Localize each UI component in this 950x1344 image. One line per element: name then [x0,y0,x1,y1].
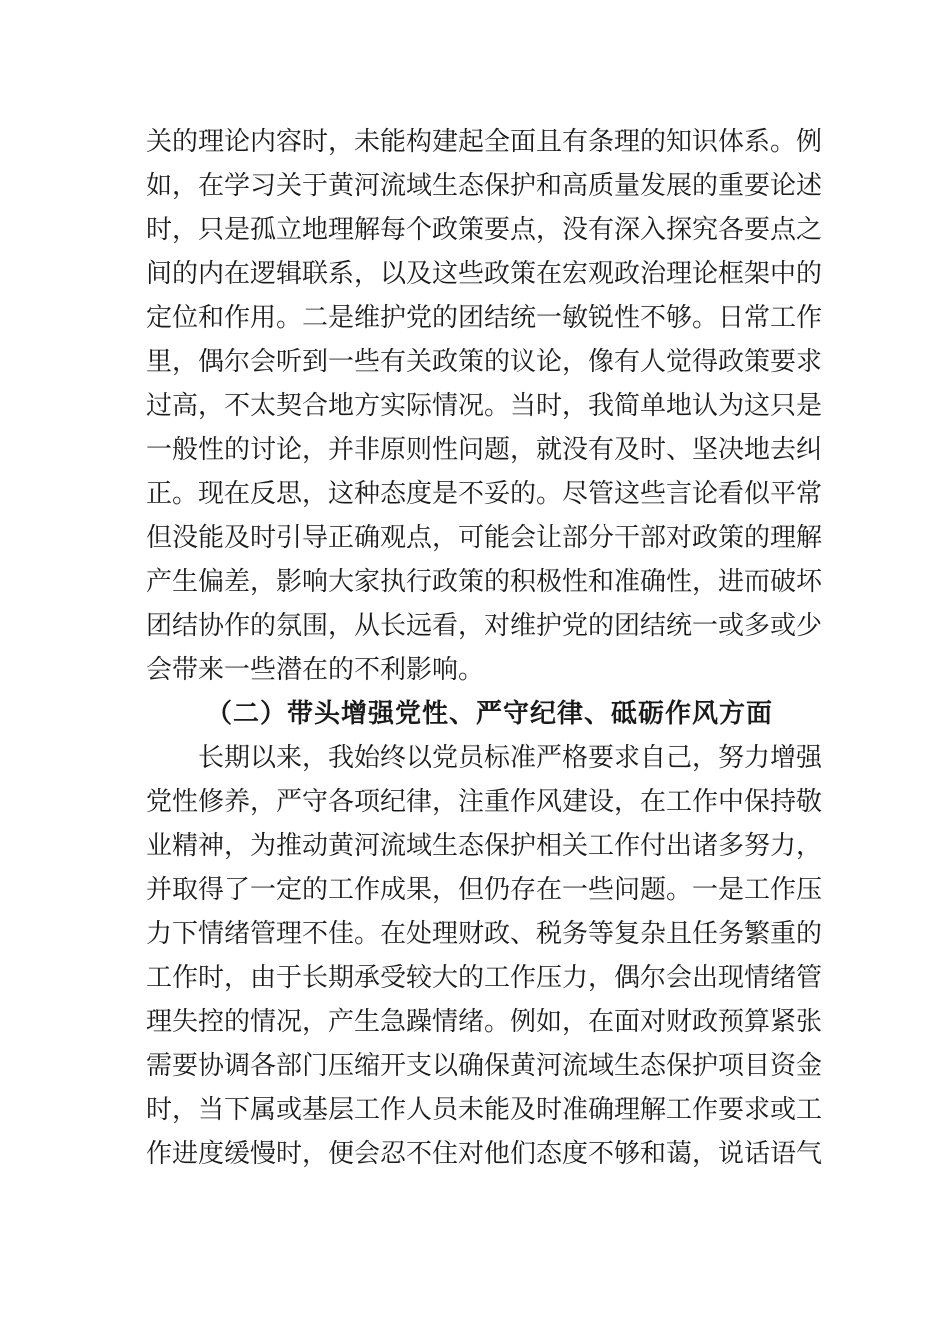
section-heading: （二）带头增强党性、严守纪律、砥砺作风方面 [206,699,774,729]
text-line: 业精神，为推动黄河流域生态保护相关工作付出诸多努力， [146,831,823,861]
text-line: 会带来一些潜在的不利影响。 [146,655,485,685]
text-line: 长期以来，我始终以党员标准严格要求自己，努力增强 [198,743,823,773]
text-line: 但没能及时引导正确观点，可能会让部分干部对政策的理解 [146,523,823,553]
text-line: 作进度缓慢时，便会忍不住对他们态度不够和蔼，说话语气 [146,1139,823,1169]
text-line: 理失控的情况，产生急躁情绪。例如，在面对财政预算紧张 [146,1007,823,1037]
text-line: 需要协调各部门压缩开支以确保黄河流域生态保护项目资金 [146,1051,823,1081]
text-line: 一般性的讨论，并非原则性问题，就没有及时、坚决地去纠 [146,435,823,465]
text-line: 关的理论内容时，未能构建起全面且有条理的知识体系。例 [146,127,823,157]
text-line: 产生偏差，影响大家执行政策的积极性和准确性，进而破坏 [146,567,823,597]
paragraph-1 [146,120,823,692]
text-line: 时，当下属或基层工作人员未能及时准确理解工作要求或工 [146,1095,823,1125]
text-line: 如，在学习关于黄河流域生态保护和高质量发展的重要论述 [146,171,823,201]
text-line: 间的内在逻辑联系，以及这些政策在宏观政治理论框架中的 [146,259,823,289]
paragraph-2 [146,736,823,1176]
text-line: 里，偶尔会听到一些有关政策的议论，像有人觉得政策要求 [146,347,823,377]
text-line: 正。现在反思，这种态度是不妥的。尽管这些言论看似平常 [146,479,823,509]
text-line: 力下情绪管理不佳。在处理财政、税务等复杂且任务繁重的 [146,919,823,949]
text-line: 过高，不太契合地方实际情况。当时，我简单地认为这只是 [146,391,823,421]
text-line: 时，只是孤立地理解每个政策要点，没有深入探究各要点之 [146,215,823,245]
text-line: 党性修养，严守各项纪律，注重作风建设，在工作中保持敬 [146,787,823,817]
text-line: 团结协作的氛围，从长远看，对维护党的团结统一或多或少 [146,611,823,641]
text-line: 定位和作用。二是维护党的团结统一敏锐性不够。日常工作 [146,303,823,333]
text-line: 工作时，由于长期承受较大的工作压力，偶尔会出现情绪管 [146,963,823,993]
text-line: 并取得了一定的工作成果，但仍存在一些问题。一是工作压 [146,875,823,905]
document-body [146,120,823,1176]
